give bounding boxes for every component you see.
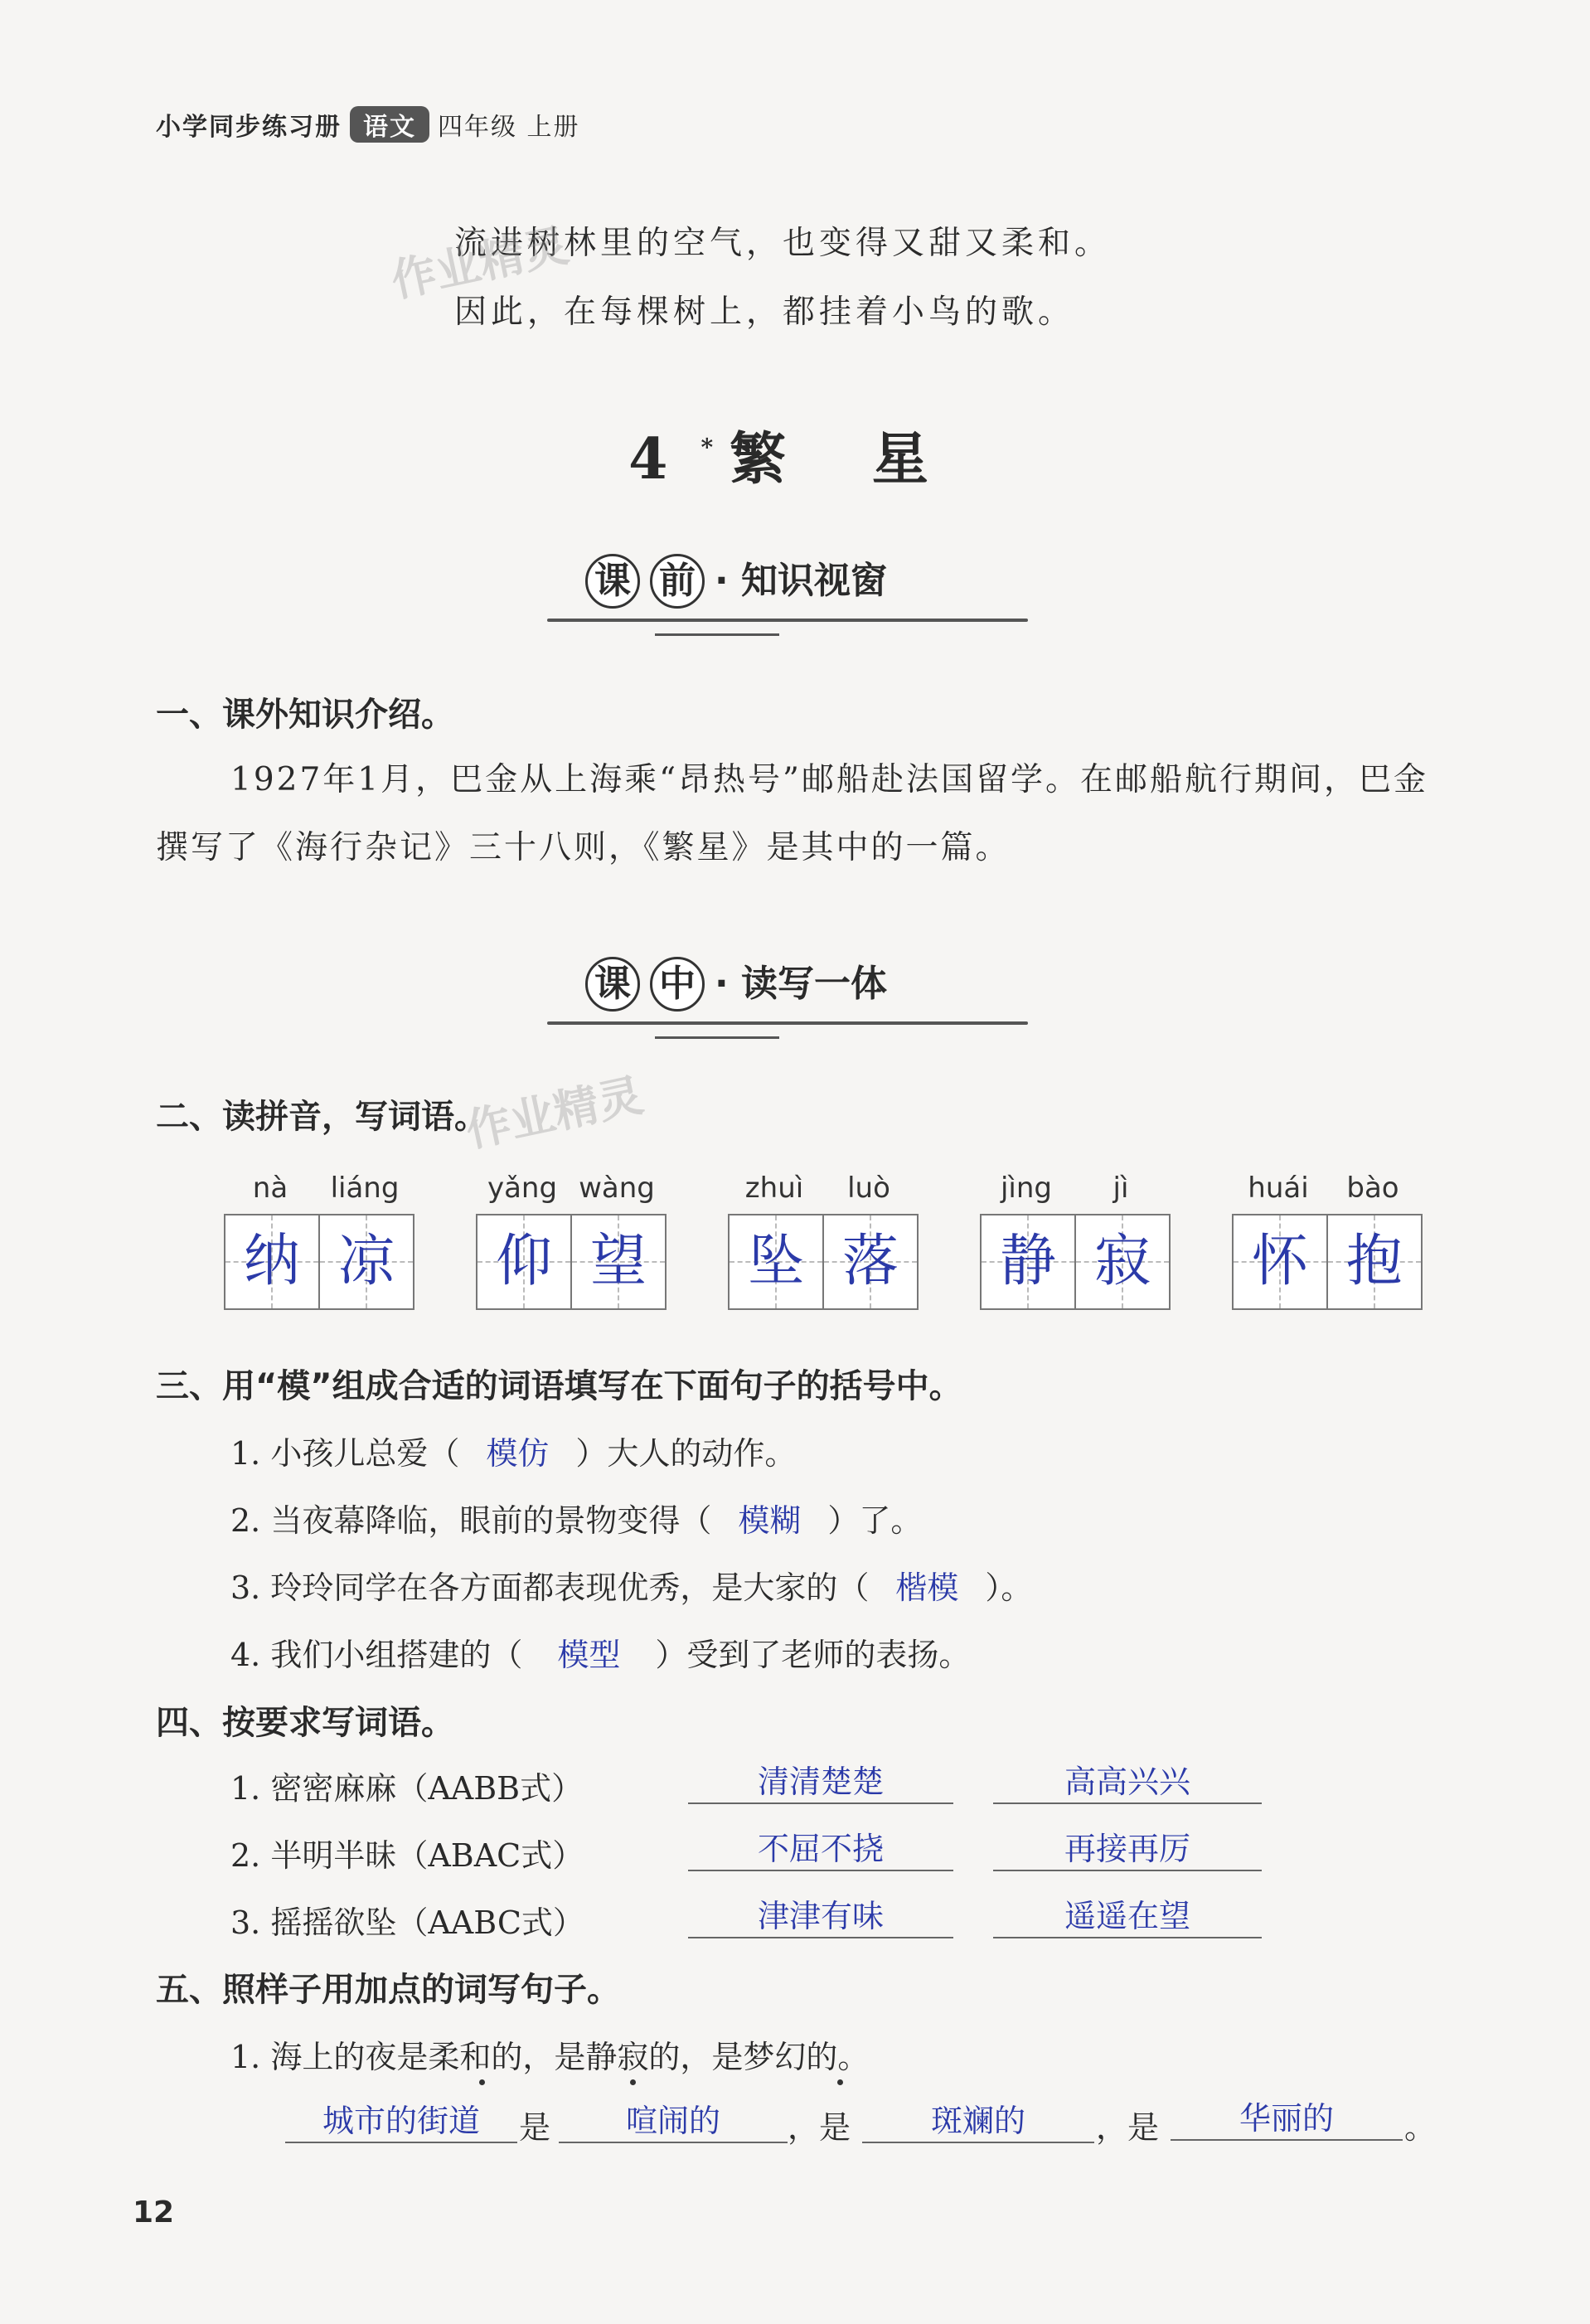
section-4-heading: 四、按要求写词语。: [156, 1704, 454, 1742]
banner-text: · 知识视窗: [715, 560, 888, 602]
sentence-word: ，是: [1096, 2109, 1160, 2146]
poem-line-2: 因此，在每棵树上，都挂着小鸟的歌。: [454, 294, 1075, 331]
banner-text: · 读写一体: [715, 963, 888, 1005]
answer-line: 津津有味: [688, 1890, 953, 1938]
emphasis-dot: [479, 2079, 485, 2085]
item-text: 1. 小孩儿总爱（: [230, 1435, 460, 1472]
emphasis-dot: [630, 2079, 636, 2085]
answer-char: 静: [999, 1229, 1056, 1294]
poem-line-1: 流进树林里的空气，也变得又甜又柔和。: [454, 225, 1112, 262]
writing-grid: [224, 1214, 414, 1310]
grade-label: 四年级 上册: [438, 113, 580, 142]
item-text: ）大人的动作。: [575, 1435, 797, 1472]
running-header: [156, 106, 580, 143]
banner-char-2: 中: [650, 957, 705, 1012]
writing-grid: [980, 1214, 1171, 1310]
banner-char-2: 前: [650, 554, 705, 609]
word-pattern-item-2-label: 2. 半明半昧（ABAC式）: [230, 1837, 584, 1874]
watermark: 作业精灵: [386, 219, 574, 308]
answer: 模仿: [486, 1435, 550, 1472]
item-text: ）。: [985, 1570, 1033, 1606]
sentence-word: ，是: [788, 2109, 851, 2146]
sentence-answer-line: 城市的街道: [285, 2095, 517, 2143]
answer-char: 寂: [1093, 1229, 1151, 1294]
answer: 楷模: [895, 1570, 959, 1606]
subject-badge: 语文: [350, 106, 429, 143]
pinyin: jì: [1113, 1172, 1129, 1205]
writing-grid: [728, 1214, 919, 1310]
writing-grid: [1232, 1214, 1423, 1310]
sentence-end: 。: [1404, 2109, 1437, 2146]
pinyin: bào: [1346, 1172, 1399, 1205]
pinyin: luò: [847, 1172, 890, 1205]
sentence-answer-line: 喧闹的: [559, 2095, 788, 2143]
word-pattern-item-3-label: 3. 摇摇欲坠（AABC式）: [230, 1904, 584, 1941]
pinyin: wàng: [579, 1172, 655, 1205]
fill-item-1: [230, 1428, 796, 1473]
example-sentence: 1. 海上的夜是柔和的，是静寂的，是梦幻的。: [230, 2039, 870, 2075]
word-pattern-item-1-label: 1. 密密麻麻（AABB式）: [230, 1770, 584, 1807]
banner-underline-short: [655, 1036, 779, 1039]
series-title: 小学同步练习册: [156, 113, 342, 142]
pinyin: jìng: [1000, 1172, 1053, 1205]
pinyin: huái: [1248, 1172, 1309, 1205]
answer-char: 纳: [243, 1229, 300, 1294]
fill-item-2: [230, 1495, 922, 1540]
answer-line: 清清楚楚: [688, 1756, 953, 1804]
sentence-word: 是: [519, 2109, 551, 2146]
item-text: 2. 当夜幕降临，眼前的景物变得（: [230, 1502, 712, 1539]
section-banner-in-class: [572, 953, 1036, 1045]
banner-underline: [547, 1021, 1028, 1025]
answer-char: 怀: [1251, 1229, 1308, 1294]
answer-char: 凉: [337, 1229, 395, 1294]
page-number: 12: [133, 2195, 175, 2229]
lesson-mark: *: [700, 434, 714, 461]
item-text: ）了。: [827, 1502, 923, 1539]
lesson-number: 4: [628, 426, 701, 492]
pinyin: zhuì: [744, 1172, 804, 1205]
answer-char: 仰: [495, 1229, 552, 1294]
sentence-answer-line: 斑斓的: [862, 2095, 1094, 2143]
fill-item-3: [230, 1562, 1032, 1608]
banner-underline-short: [655, 633, 779, 636]
answer-char: 坠: [747, 1229, 804, 1294]
lesson-title: [0, 415, 1590, 495]
banner-char-1: 课: [585, 554, 640, 609]
writing-grid: [476, 1214, 667, 1310]
banner-underline: [547, 619, 1028, 622]
section-1-heading: 一、课外知识介绍。: [156, 696, 454, 734]
answer-char: 抱: [1345, 1229, 1403, 1294]
answer: 模糊: [738, 1502, 802, 1539]
item-text: ）受到了老师的表扬。: [655, 1637, 971, 1673]
section-3-heading: 三、用“模”组成合适的词语填写在下面句子的括号中。: [156, 1367, 962, 1405]
fill-item-4: [230, 1629, 970, 1675]
section-1-paragraph: 1927年1月，巴金从上海乘“昂热号”邮船赴法国留学。在邮船航行期间，巴金撰写了《海行杂记》三十八则，《繁星》是其中的一篇。: [156, 761, 1428, 866]
answer-line: 再接再厉: [993, 1823, 1262, 1871]
item-text: 4. 我们小组搭建的（: [230, 1637, 523, 1673]
pinyin: liáng: [330, 1172, 400, 1205]
section-2-heading: 二、读拼音，写词语。: [156, 1098, 487, 1136]
answer-line: 遥遥在望: [993, 1890, 1262, 1938]
answer-char: 落: [841, 1229, 899, 1294]
emphasis-dot: [837, 2079, 843, 2085]
answer-line: 不屈不挠: [688, 1823, 953, 1871]
item-text: 3. 玲玲同学在各方面都表现优秀，是大家的（: [230, 1570, 870, 1606]
answer: 模型: [557, 1637, 621, 1673]
sentence-answer-line: 华丽的: [1171, 2093, 1403, 2141]
answer-char: 望: [589, 1229, 647, 1294]
pinyin: nà: [252, 1172, 288, 1205]
banner-char-1: 课: [585, 957, 640, 1012]
lesson-name: 繁 星: [730, 426, 962, 492]
answer-line: 高高兴兴: [993, 1756, 1262, 1804]
section-5-heading: 五、照样子用加点的词写句子。: [156, 1971, 620, 2009]
pinyin: yǎng: [487, 1172, 558, 1205]
section-banner-before-class: [572, 551, 1036, 642]
watermark: 作业精灵: [461, 1069, 648, 1157]
